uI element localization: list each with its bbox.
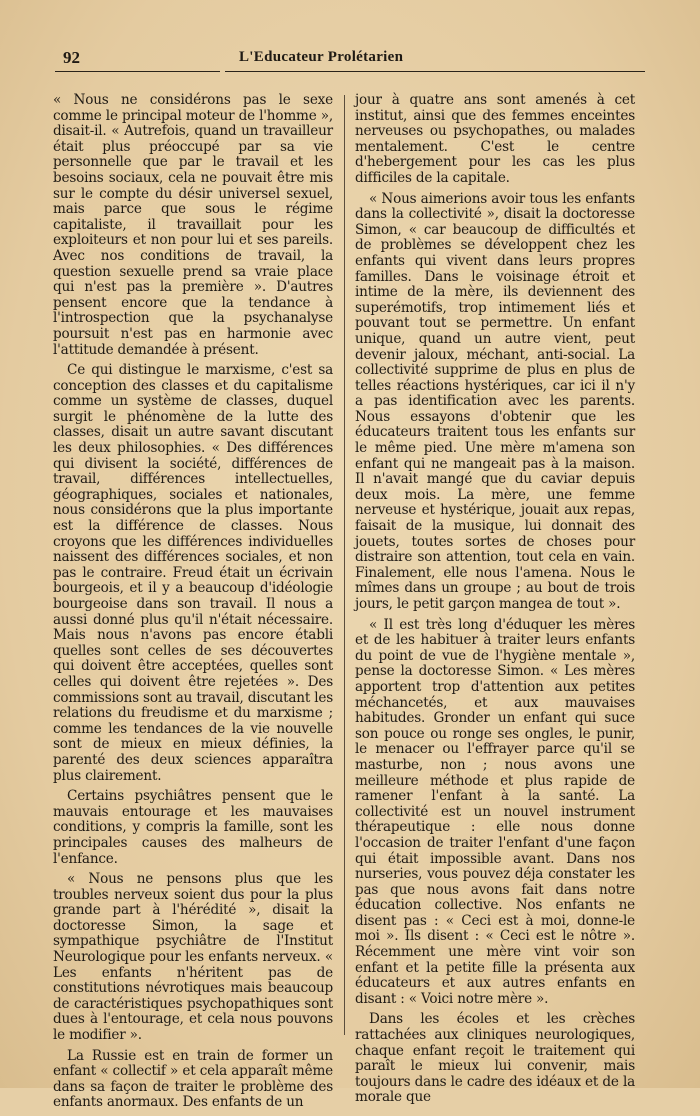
right-column: [355, 93, 635, 1111]
header-rule: [55, 71, 220, 72]
paragraph: Dans les écoles et les crèches rattachées aux cliniques neurologiques, chaque enfant reçoit le traitement qui paraît le mieux lui convenir, mais toujours dans le cadre des idéaux et de la morale que: [355, 1011, 635, 1106]
page-header: [55, 48, 645, 72]
paragraph: « Nous aimerions avoir tous les enfants dans la collectivité », disait la doctoresse Simon, « car beaucoup de difficultés et de problèmes se développent chez les enfants qui vivent dans leurs propres familles. Dans le voisinage étroit et intime de la mère, ils deviennent des superémotifs, trop intimement liés et pouvant tout se permettre. Un enfant unique, quand un autre vient, peut devenir jaloux, méchant, anti-social. La collectivité supprime de plus en plus de telles réactions hystériques, car ici il n'y a pas identification avec les parents. Nous essayons d'obtenir que les éducateurs traitent tous les enfants sur le même pied. Une mère m'amena son enfant qui ne mangeait pas à la maison. Il n'avait mangé que du caviar depuis deux mois. La mère, une femme nerveuse et hystérique, jouait aux repas, faisait de la musique, lui donnait des jouets, toutes sortes de choses pour distraire son attention, tout cela en vain. Finalement, elle nous l'amena. Nous le mîmes dans un groupe ; au bout de trois jours, le petit garçon mangea de tout ».: [355, 190, 635, 612]
paragraph: jour à quatre ans sont amenés à cet institut, ainsi que des femmes enceintes nerveuses ou psychopathes, ou malades mentalement. C'est le centre d'hebergement pour les cas les plus difficiles de la capitale.: [355, 92, 635, 186]
journal-title: L'Educateur Prolétarien: [239, 49, 404, 65]
paragraph: Ce qui distingue le marxisme, c'est sa conception des classes et du capitalisme comme un système de classes, duquel surgit le phénomène de la lutte des classes, disait un autre savant discutant les deux philosophies. « Des différences qui divisent la société, différences de travail, différences intellectuelles, géographiques, sociales et nationales, nous considérons que la plus importante est la différence de classes. Nous croyons que les différences individuelles naissent des différences sociales, et non pas le contraire. Freud était un écrivain bourgeois, et il y a beaucoup d'idéologie bourgeoise dans son travail. Il nous a aussi donné plus qu'il n'était nécessaire. Mais nous n'avons pas encore établi quelles sont celles de ses découvertes qui doivent être acceptées, quelles sont celles qui doivent être rejetées ». Des commissions sont au travail, discutant les relations du freudisme et du marxisme ; comme les tendances de la vie nouvelle sont de mieux en mieux définies, la parenté des deux sciences apparaîtra plus clairement.: [53, 362, 333, 784]
paragraph: « Nous ne pensons plus que les troubles nerveux soient dus pour la plus grande part à l'hérédité », disait la doctoresse Simon, la sage et sympathique psychiâtre de l'Institut Neurologique pour les enfants nerveux. « Les enfants n'héritent pas de constitutions névrotiques mais beaucoup de caractéristiques psychopathiques sont dues à l'entourage, et cela nous pouvons le modifier ».: [53, 871, 333, 1044]
page-number: 92: [63, 48, 80, 67]
paragraph: Certains psychiâtres pensent que le mauvais entourage et les mauvaises conditions, y compris la famille, sont les principales causes des malheurs de l'enfance.: [53, 788, 333, 867]
paragraph: La Russie est en train de former un enfant « collectif » et cela apparaît même dans sa façon de traiter le problème des enfants anormaux. Des enfants de un: [53, 1047, 333, 1111]
left-column: [53, 93, 333, 1116]
paragraph: « Nous ne considérons pas le sexe comme le principal moteur de l'homme », disait-il. « Autrefois, quand un travailleur était plus préoccupé par sa vie personnelle que par le travail et les besoins sociaux, cela ne pouvait être mis sur le compte du désir universel sexuel, mais parce que sous le régime capitaliste, il travaillait pour les exploiteurs et non pour lui et ses pareils. Avec nos conditions de travail, la question sexuelle prend sa vraie place qui n'est pas la première ». D'autres pensent encore que la tendance à l'introspection que la psychanalyse poursuit n'est pas en harmonie avec l'attitude demandée à présent.: [53, 92, 333, 358]
column-divider: [344, 95, 345, 1035]
paragraph: « Il est très long d'éduquer les mères et de les habituer à traiter leurs enfants du point de vue de l'hygiène mentale », pense la doctoresse Simon. « Les mères apportent trop d'attention aux petites méchancetés, et aux mauvaises habitudes. Gronder un enfant qui suce son pouce ou ronge ses ongles, le punir, le menacer ou l'effrayer parce qu'il se masturbe, non ; nous avons une meilleure méthode et plus rapide de ramener l'enfant à la santé. La collectivité est un nouvel instrument thérapeutique : elle nous donne l'occasion de traiter l'enfant d'une façon qui était impossible avant. Dans nos nurseries, vous pouvez déja constater les pas que nous avons fait dans notre éducation collective. Nos enfants ne disent pas : « Ceci est à moi, donne-le moi ». Ils disent : « Ceci est le nôtre ». Récemment une mère vint voir son enfant et la petite fille la présenta aux éducateurs et aux autres enfants en disant : « Voici notre mère ».: [355, 616, 635, 1007]
header-rule: [225, 71, 645, 72]
